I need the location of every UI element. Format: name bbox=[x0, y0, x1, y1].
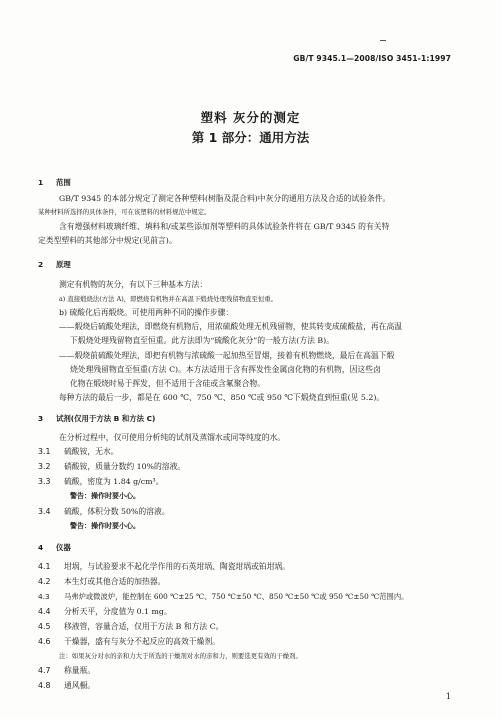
page-number: 1 bbox=[445, 692, 451, 701]
section-2-line: 化物在煅烧时易于挥发，但不适用于含硅或含氟聚合物。 bbox=[70, 379, 265, 388]
section-2-line: 烧处理残留物直至恒重(方法 C)。本方法适用于含有挥发性金属卤化物的有机物，因这些卤 bbox=[70, 365, 381, 374]
section-2-heading: 2 原理 bbox=[38, 260, 71, 269]
section-2-line: ——煅烧后硫酸处理法，即燃烧有机物后，用浓硫酸处理无机残留物，使其转变成硫酸盐，再在高温 bbox=[59, 322, 403, 331]
apparatus-item: 4.1 坩埚，与试验要求不起化学作用的石英坩埚、陶瓷坩埚或铂坩埚。 bbox=[38, 562, 291, 571]
apparatus-item: 4.3 马弗炉或微波炉，能控制在 600 ℃±25 ℃、750 ℃±50 ℃、850 ℃±50 ℃或 950 ℃±50 ℃范围内。 bbox=[38, 592, 409, 601]
section-2-line: ——煅烧前硫酸处理法，即把有机物与浓硫酸一起加热至冒烟，接着有机物燃烧，最后在高温下煅 bbox=[59, 351, 395, 360]
section-4-heading: 4 仪器 bbox=[38, 543, 71, 552]
section-1-line: GB/T 9345 的本部分规定了测定各种塑料(树脂及混合料)中灰分的通用方法及合适的试验条件。 bbox=[59, 194, 391, 203]
apparatus-item: 4.7 称量瓶。 bbox=[38, 666, 96, 675]
section-1-line: 含有增强材料玻璃纤维、填料和/或某些添加剂等塑料的具体试验条件将在 GB/T 9345 的有关特 bbox=[59, 222, 390, 231]
document-subtitle: 第 1 部分：通用方法 bbox=[191, 130, 310, 145]
section-1-line: 定类型塑料的其他部分中规定(见前言)。 bbox=[38, 236, 177, 245]
warning-note: 警告：操作时要小心。 bbox=[70, 492, 140, 500]
apparatus-item: 4.5 移液管，容量合适，仅用于方法 B 和方法 C。 bbox=[38, 622, 224, 631]
section-2-line: 每种方法的最后一步，都是在 600 ℃、750 ℃、850 ℃或 950 ℃下煅烧直到恒重(见 5.2)。 bbox=[59, 393, 385, 402]
reagent-item: 3.3 硫酸，密度为 1.84 g/cm³。 bbox=[38, 477, 164, 486]
apparatus-item: 4.2 本生灯或其他合适的加热器。 bbox=[38, 577, 166, 586]
section-3-intro: 在分析过程中，仅可使用分析纯的试剂及蒸馏水或同等纯度的水。 bbox=[59, 433, 286, 442]
warning-note: 警告：操作时要小心。 bbox=[70, 522, 140, 530]
apparatus-note: 注：如果灰分对水的亲和力大于所选的干燥剂对水的亲和力，则要选更有效的干燥剂。 bbox=[59, 652, 302, 660]
apparatus-item: 4.6 干燥器，盛有与灰分不起反应的高效干燥剂。 bbox=[38, 637, 220, 646]
section-2-line: a) 直接煅烧法(方法 A)，即燃烧有机物并在高温下煅烧处理残留物直至恒重。 bbox=[59, 295, 278, 303]
apparatus-item: 4.8 通风橱。 bbox=[38, 681, 96, 690]
apparatus-item: 4.4 分析天平，分度值为 0.1 mg。 bbox=[38, 607, 172, 616]
section-1-line: 某种材料所选择的具体条件，可在该塑料的材料规范中规定。 bbox=[38, 208, 211, 216]
reagent-item: 3.4 硫酸，体积分数 50%的溶液。 bbox=[38, 507, 170, 516]
section-1-heading: 1 范围 bbox=[38, 178, 71, 187]
section-3-heading: 3 试剂(仅用于方法 B 和方法 C) bbox=[38, 414, 156, 423]
section-2-line: b) 硫酸化后再煅烧。可使用两种不同的操作步骤： bbox=[59, 308, 234, 317]
reagent-item: 3.2 硝酸铵，质量分数约 10%的溶液。 bbox=[38, 462, 186, 471]
document-title: 塑料 灰分的测定 bbox=[200, 110, 301, 125]
standard-number-header: GB/T 9345.1—2008/ISO 3451-1:1997 bbox=[293, 54, 451, 63]
scan-mark bbox=[380, 40, 386, 41]
section-2-line: 下煅烧处理残留物直至恒重。此方法即为“硫酸化灰分”的一般方法(方法 B)。 bbox=[70, 336, 334, 345]
reagent-item: 3.1 硫酸铵，无水。 bbox=[38, 447, 119, 456]
section-2-line: 测定有机物的灰分，有以下三种基本方法： bbox=[59, 280, 208, 289]
